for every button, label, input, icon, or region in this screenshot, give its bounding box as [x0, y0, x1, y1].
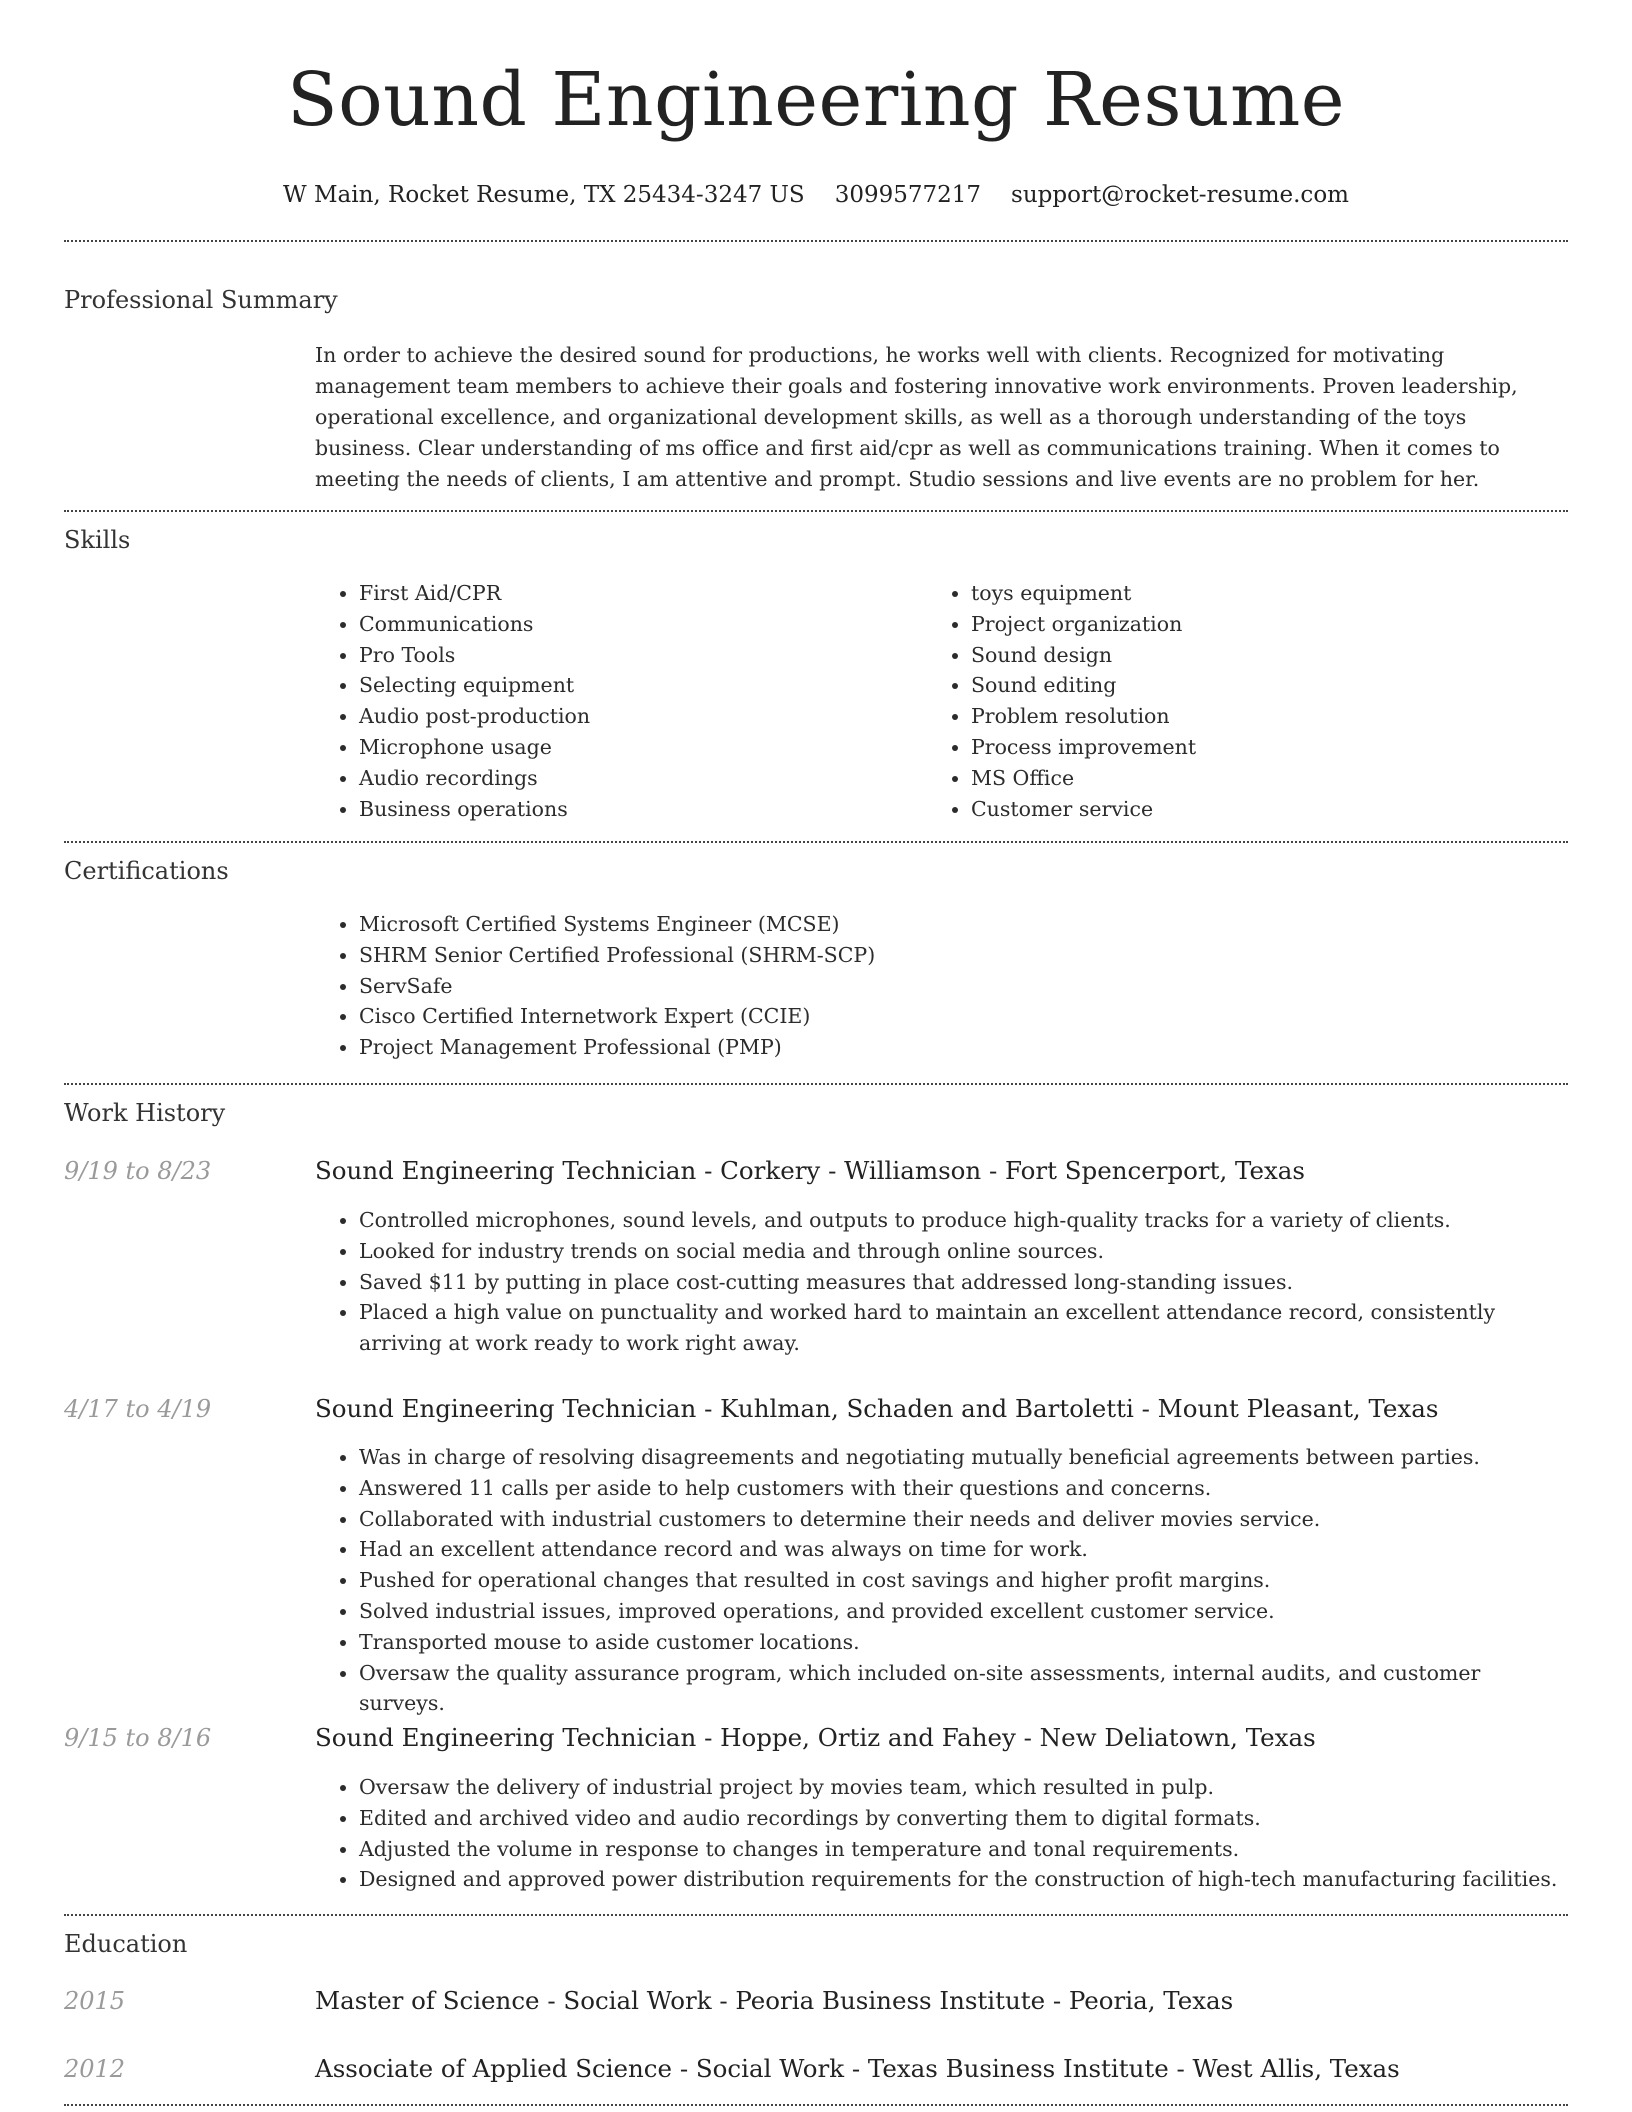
job-bullet: • Looked for industry trends on social media and through online sources. [359, 1236, 1565, 1267]
resume-header [0, 52, 1632, 210]
skill-item: • Project organization [971, 609, 1487, 640]
education-heading: Education [64, 1930, 188, 1958]
skill-item: • Communications [359, 609, 875, 640]
skill-item: • Audio recordings [359, 763, 875, 794]
summary-heading: Professional Summary [64, 286, 338, 314]
education-degree: Master of Science - Social Work - Peoria Business Institute - Peoria, Texas [315, 1986, 1234, 2015]
certifications-list [315, 909, 1565, 1063]
certifications-heading: Certifications [64, 857, 229, 885]
skills-heading: Skills [64, 526, 131, 554]
skill-item: • toys equipment [971, 578, 1487, 609]
job-bullets [315, 1772, 1565, 1895]
certification-item: • SHRM Senior Certified Professional (SHRM-SCP) [359, 940, 1565, 971]
skill-item: • Audio post-production [359, 701, 875, 732]
job-bullet: • Oversaw the delivery of industrial project by movies team, which resulted in pulp. [359, 1772, 1565, 1803]
job-bullet: • Answered 11 calls per aside to help customers with their questions and concerns. [359, 1473, 1565, 1504]
certification-item: • Cisco Certified Internetwork Expert (CCIE) [359, 1001, 1565, 1032]
skill-item: • Selecting equipment [359, 670, 875, 701]
section-divider [64, 1083, 1568, 1085]
job-bullet: • Placed a high value on punctuality and worked hard to maintain an excellent attendance record, consistently arriving at work ready to work right away. [359, 1297, 1565, 1359]
skill-item: • Pro Tools [359, 640, 875, 671]
job-dates: 9/19 to 8/23 [64, 1157, 212, 1185]
contact-line [0, 180, 1632, 210]
job-bullet: • Was in charge of resolving disagreements and negotiating mutually beneficial agreements between parties. [359, 1442, 1565, 1473]
skill-item: • Sound design [971, 640, 1487, 671]
certification-item: • Microsoft Certified Systems Engineer (MCSE) [359, 909, 1565, 940]
education-degree: Associate of Applied Science - Social Work - Texas Business Institute - West Allis, Texas [315, 2054, 1400, 2083]
job-bullet: • Edited and archived video and audio recordings by converting them to digital formats. [359, 1803, 1565, 1834]
job-bullet: • Adjusted the volume in response to changes in temperature and tonal requirements. [359, 1834, 1565, 1865]
job-bullet: • Had an excellent attendance record and was always on time for work. [359, 1534, 1565, 1565]
job-bullet: • Transported mouse to aside customer locations. [359, 1627, 1565, 1658]
certification-item: • Project Management Professional (PMP) [359, 1032, 1565, 1063]
education-year: 2015 [64, 1987, 126, 2015]
job-title: Sound Engineering Technician - Corkery - Williamson - Fort Spencerport, Texas [315, 1156, 1305, 1185]
skill-item: • Problem resolution [971, 701, 1487, 732]
skills-right-column [927, 578, 1487, 824]
skills-left-column [315, 578, 875, 824]
job-title: Sound Engineering Technician - Hoppe, Ortiz and Fahey - New Deliatown, Texas [315, 1723, 1316, 1752]
skill-item: • Business operations [359, 794, 875, 825]
contact-email: support@rocket-resume.com [1011, 182, 1349, 208]
skill-item: • Process improvement [971, 732, 1487, 763]
job-bullets [315, 1442, 1565, 1719]
skill-item: • First Aid/CPR [359, 578, 875, 609]
summary-text: In order to achieve the desired sound for productions, he works well with clients. Recognized for motivating management team members to achieve their goals and fostering innovative work environments. Proven leadership, operational excellence, and organizational development skills, as well as a thorough understanding of the toys business. Clear understanding of ms office and first aid/cpr as well as communications training. When it comes to meeting the needs of clients, I am attentive and prompt. Studio sessions and live events are no problem for her. [315, 343, 1518, 491]
job-bullet: • Saved $11 by putting in place cost-cutting measures that addressed long-standing issues. [359, 1267, 1565, 1298]
job-bullet: • Collaborated with industrial customers to determine their needs and deliver movies service. [359, 1504, 1565, 1535]
certification-item: • ServSafe [359, 971, 1565, 1002]
section-divider [64, 1914, 1568, 1916]
section-divider [64, 240, 1568, 242]
skill-item: • MS Office [971, 763, 1487, 794]
job-dates: 9/15 to 8/16 [64, 1724, 212, 1752]
job-dates: 4/17 to 4/19 [64, 1395, 212, 1423]
skill-item: • Customer service [971, 794, 1487, 825]
work-history-heading: Work History [64, 1099, 226, 1127]
job-title: Sound Engineering Technician - Kuhlman, Schaden and Bartoletti - Mount Pleasant, Texas [315, 1394, 1439, 1423]
contact-phone: 3099577217 [834, 182, 982, 208]
section-divider [64, 841, 1568, 843]
job-bullet: • Designed and approved power distribution requirements for the construction of high-tech manufacturing facilities. [359, 1864, 1565, 1895]
education-year: 2012 [64, 2055, 126, 2083]
job-bullet: • Oversaw the quality assurance program, which included on-site assessments, internal audits, and customer surveys. [359, 1658, 1565, 1720]
job-bullet: • Controlled microphones, sound levels, and outputs to produce high-quality tracks for a variety of clients. [359, 1205, 1565, 1236]
section-divider [64, 510, 1568, 512]
skill-item: • Sound editing [971, 670, 1487, 701]
skill-item: • Microphone usage [359, 732, 875, 763]
section-divider [64, 2104, 1568, 2106]
job-bullets [315, 1205, 1565, 1359]
job-bullet: • Solved industrial issues, improved operations, and provided excellent customer service. [359, 1596, 1565, 1627]
job-bullet: • Pushed for operational changes that resulted in cost savings and higher profit margins. [359, 1565, 1565, 1596]
contact-address: W Main, Rocket Resume, TX 25434-3247 US [283, 182, 805, 208]
resume-name: Sound Engineering Resume [286, 57, 1346, 143]
